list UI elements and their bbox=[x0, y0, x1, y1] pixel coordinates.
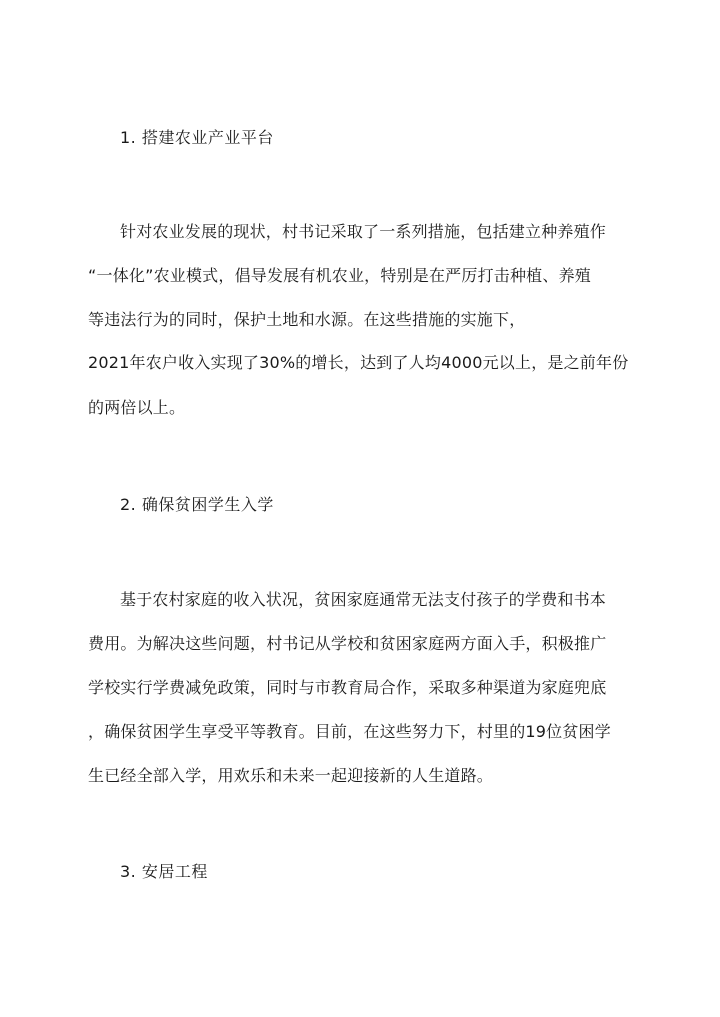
paragraph-line: 学校实行学费减免政策，同时与市教育局合作，采取多种渠道为家庭兜底 bbox=[88, 678, 607, 697]
paragraph-line: ，确保贫困学生享受平等教育。目前，在这些努力下，村里的19位贫困学 bbox=[88, 722, 611, 741]
section-heading: 2. 确保贫困学生入学 bbox=[120, 495, 274, 514]
paragraph-line: “一体化”农业模式，倡导发展有机农业，特别是在严厉打击种植、养殖 bbox=[88, 266, 591, 285]
paragraph-line: 费用。为解决这些问题，村书记从学校和贫困家庭两方面入手，积极推广 bbox=[88, 634, 607, 653]
paragraph-line: 基于农村家庭的收入状况，贫困家庭通常无法支付孩子的学费和书本 bbox=[120, 590, 607, 609]
paragraph-line: 针对农业发展的现状，村书记采取了一系列措施，包括建立种养殖作 bbox=[120, 222, 607, 241]
paragraph-line: 2021年农户收入实现了30%的增长，达到了人均4000元以上，是之前年份 bbox=[88, 353, 629, 372]
paragraph-line: 等违法行为的同时，保护土地和水源。在这些措施的实施下， bbox=[88, 310, 526, 329]
paragraph-line: 生已经全部入学，用欢乐和未来一起迎接新的人生道路。 bbox=[88, 766, 494, 785]
section-heading: 1. 搭建农业产业平台 bbox=[120, 128, 274, 147]
paragraph-line: 的两倍以上。 bbox=[88, 398, 186, 417]
section-heading: 3. 安居工程 bbox=[120, 862, 208, 881]
